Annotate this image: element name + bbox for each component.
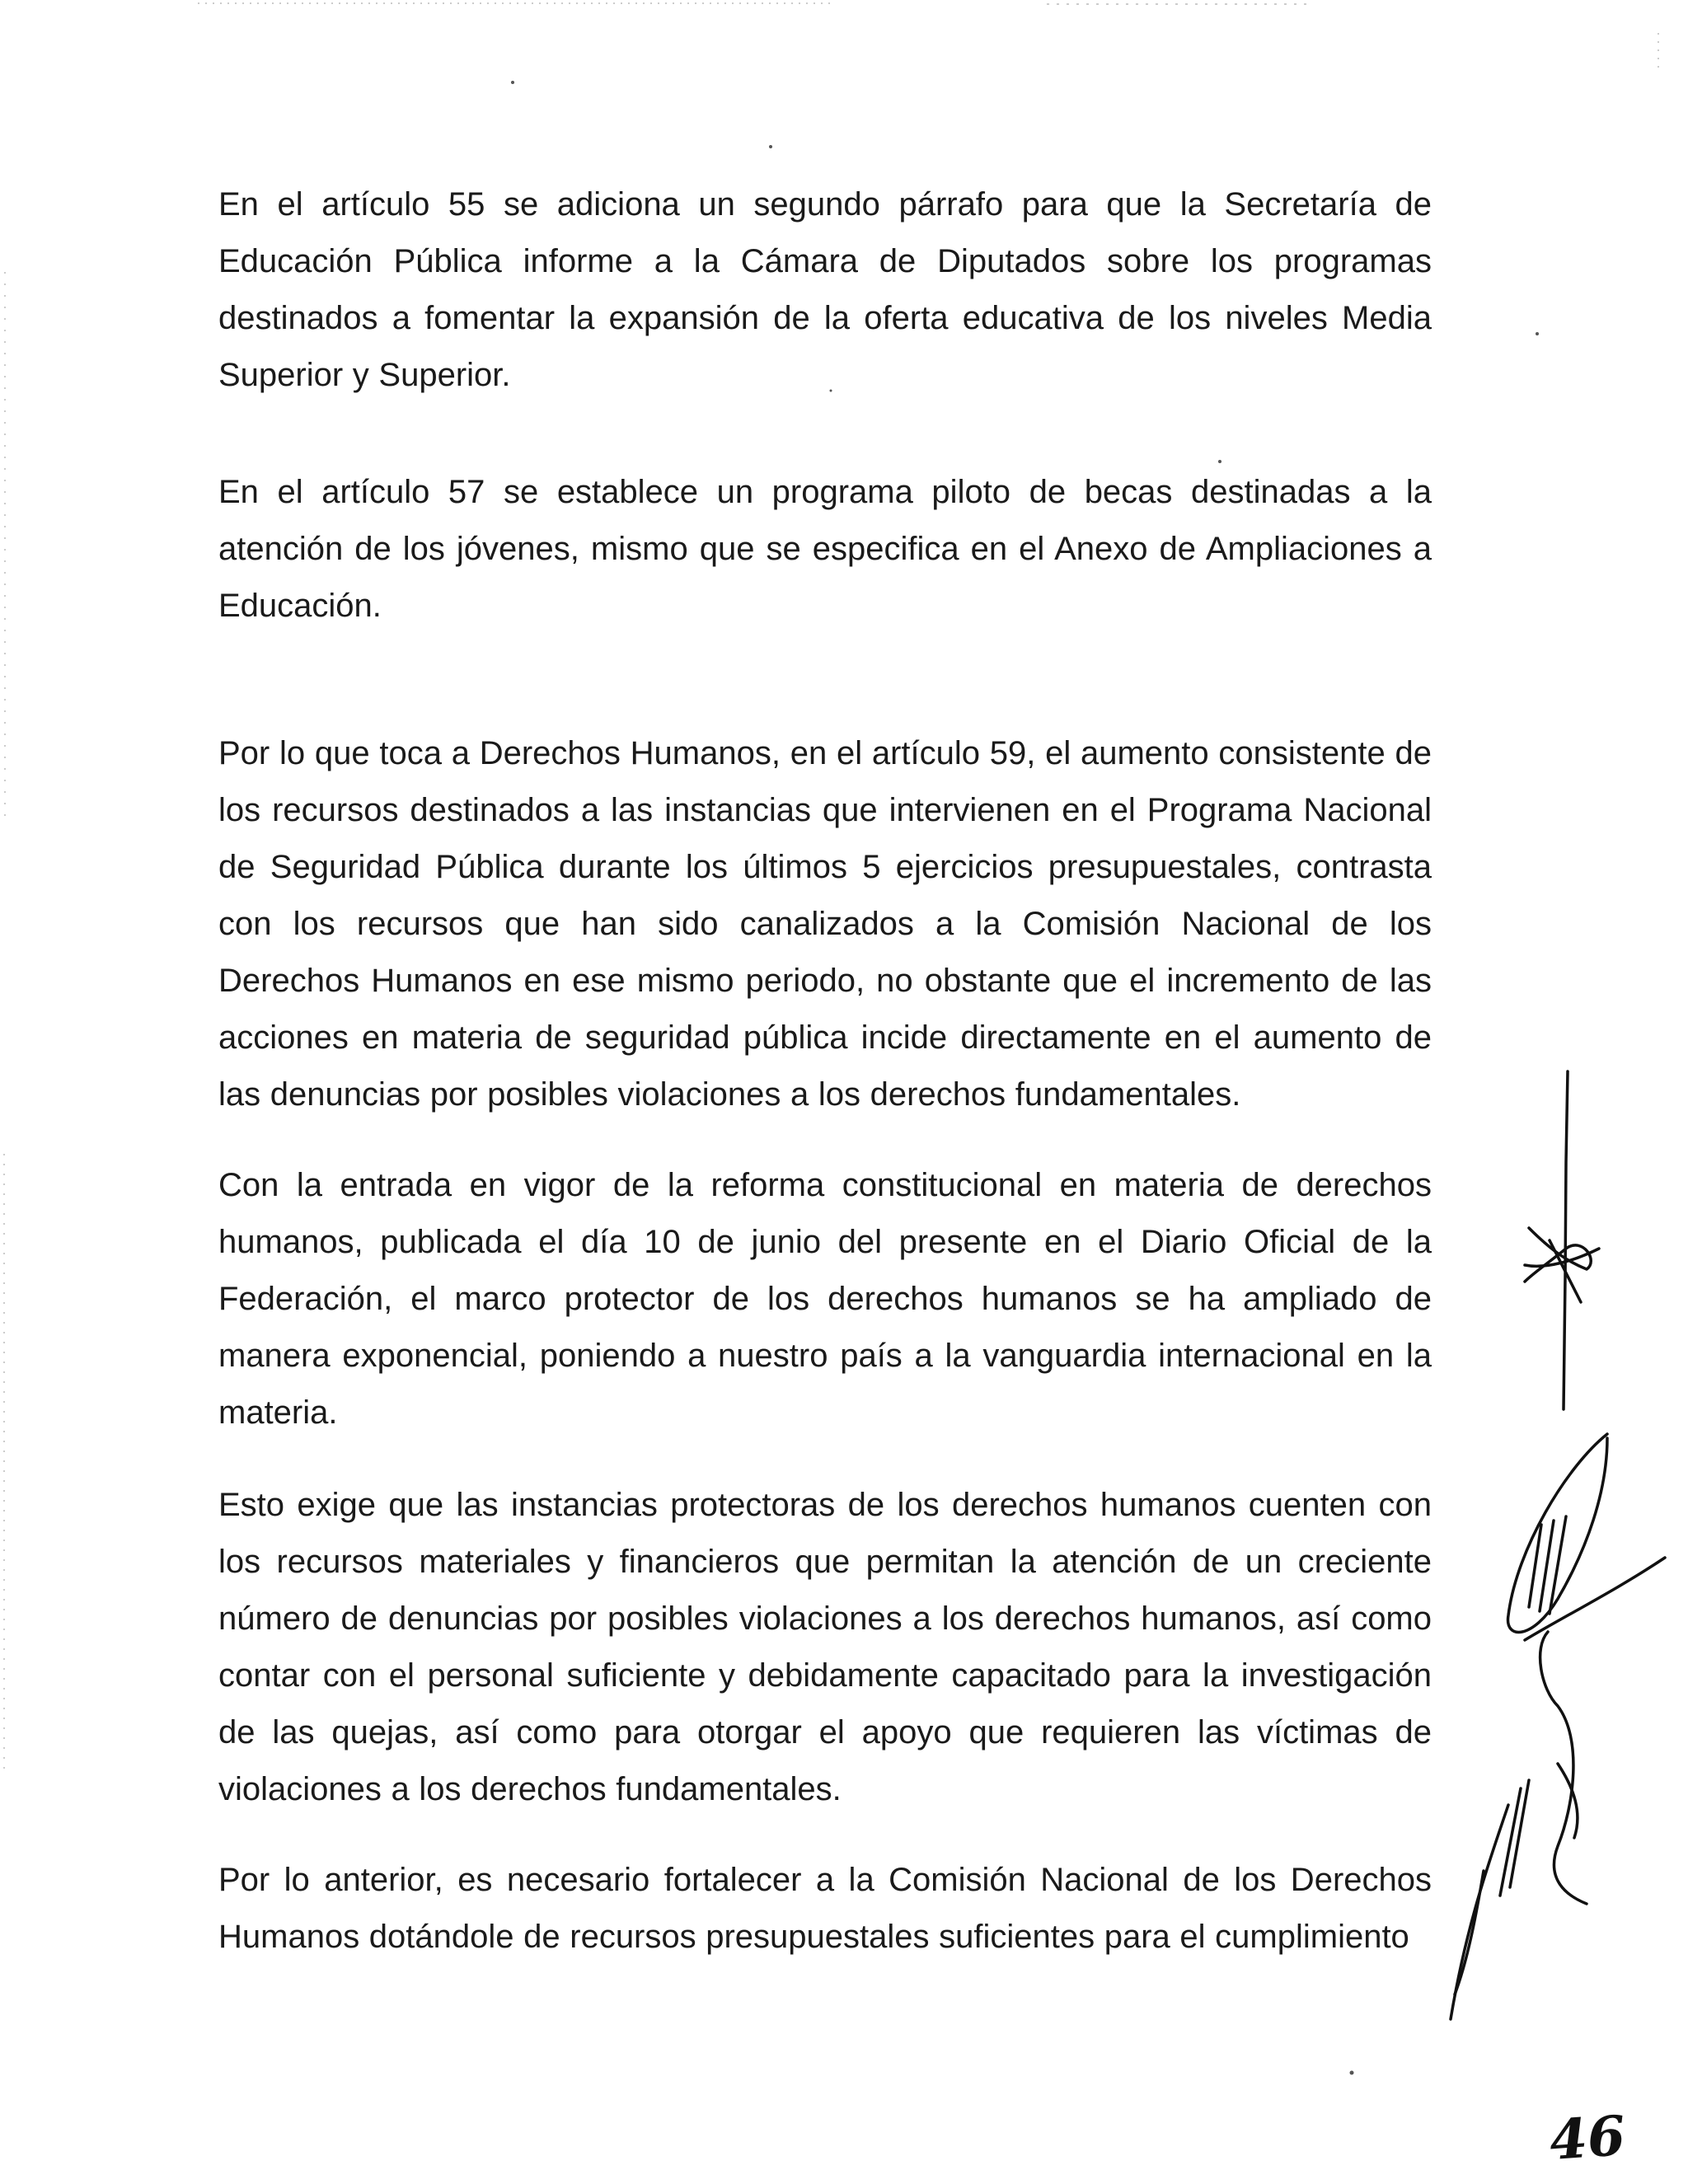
handwritten-signatures xyxy=(1442,1063,1673,2036)
paragraph-articulo-55: En el artículo 55 se adiciona un segundo párrafo para que la Secretaría de Educación Pública informe a la Cámara de Diputados sobre los programas destinados a fomentar la expansión de la oferta educativa de los niveles Media Superior y Superior. xyxy=(218,186,1432,393)
paragraph-instancias-protectoras: Esto exige que las instancias protectoras de los derechos humanos cuenten con los recursos materiales y financieros que permitan la atención de un creciente número de denuncias por posibles violaciones a los derechos humanos, así como contar con el personal suficiente y debidamente capacitado para la investigación de las quejas, así como para otorgar el apoyo que requieren las víctimas de violaciones a los derechos fundamentales. xyxy=(218,1487,1432,1807)
paragraph-derechos-humanos: Por lo que toca a Derechos Humanos, en el artículo 59, el aumento consistente de los recursos destinados a las instancias que intervienen en el Programa Nacional de Seguridad Pública durante los últimos 5 ejercicios presupuestales, contrasta con los recursos que han sido canalizados a la Comisión Nacional de los Derechos Humanos en ese mismo periodo, no obstante que el incremento de las acciones en materia de seguridad pública incide directamente en el aumento de las denuncias por posibles violaciones a los derechos fundamentales. xyxy=(218,735,1432,1113)
paragraph-reforma-constitucional: Con la entrada en vigor de la reforma constitucional en materia de derechos humanos, publicada el día 10 de junio del presente en el Diario Oficial de la Federación, el marco protector de los derechos humanos se ha ampliado de manera exponencial, poniendo a nuestro país a la vanguardia internacional en la materia. xyxy=(218,1167,1432,1431)
paragraph-articulo-57: En el artículo 57 se establece un programa piloto de becas destinadas a la atención de los jóvenes, mismo que se especifica en el Anexo de Ampliaciones a Educación. xyxy=(218,474,1432,624)
page-number: 46 xyxy=(1547,2102,1628,2173)
paragraph-fortalecer-comision: Por lo anterior, es necesario fortalecer a la Comisión Nacional de los Derechos Humanos dotándole de recursos presupuestales suficientes para el cumplimiento xyxy=(218,1862,1432,1955)
